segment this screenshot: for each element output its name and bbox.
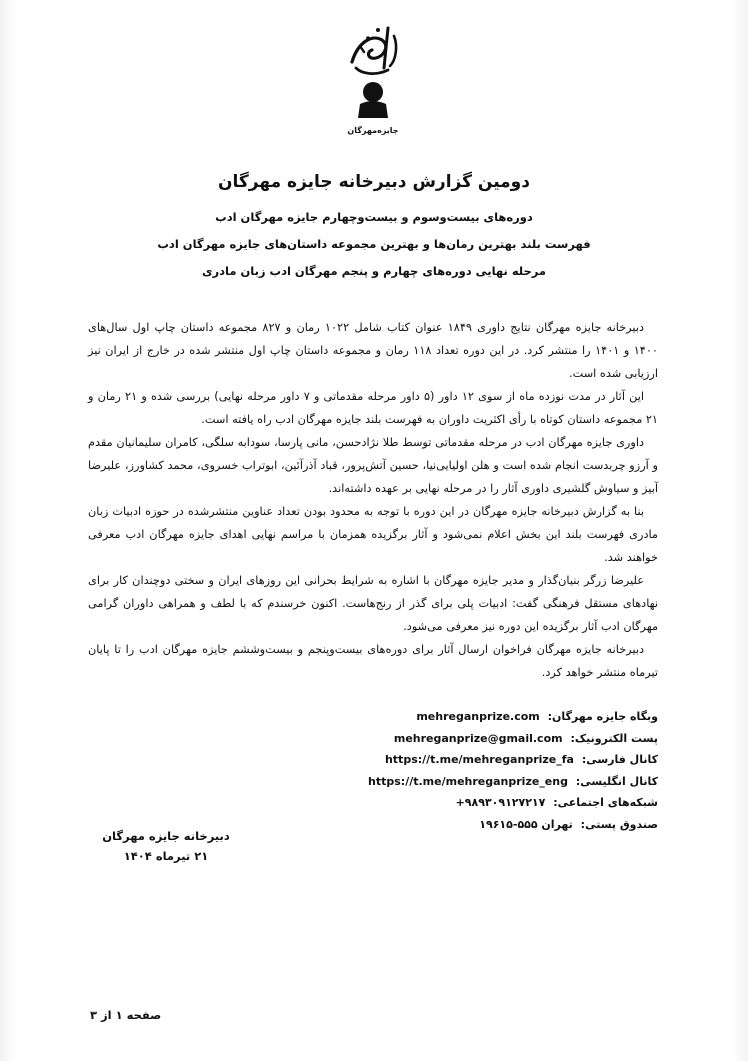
contact-label: شبکه‌های اجتماعی: <box>553 796 658 809</box>
email-link[interactable]: mehreganprize@gmail.com <box>393 731 563 745</box>
logo-caption: جایزه‌مهرگان <box>347 126 399 135</box>
contact-label: صندوق پستی: <box>580 817 658 831</box>
report-title: دومین گزارش دبیرخانه جایزه مهرگان <box>218 172 530 192</box>
signature-block <box>96 826 236 866</box>
contact-telegram-eng <box>318 771 658 793</box>
social-phone: +۹۸۹۳۰۹۱۲۷۲۱۷ <box>455 796 546 809</box>
page-number: صفحه ۱ از ۳ <box>90 1008 162 1022</box>
contact-list <box>318 706 658 835</box>
signature-date: ۲۱ تیرماه ۱۴۰۴ <box>123 849 209 863</box>
paragraph-judges: داوری جایزه مهرگان ادب در مرحله مقدماتی توسط طلا نژادحسن، مانی پارسا، سودابه سلگی، کامران سلیمانیان مقدم و آرزو چربدست انجام شده است و هلن اولیایی‌نیا، حسین آتش‌پرور، قباد آذرآئین، ابوتراب خسروی، محمد کشاورز، علیرضا آبیز و سیاوش گلشیری داوری آثار را در مرحله نهایی بر عهده داشته‌اند. <box>88 436 658 495</box>
contact-social <box>318 792 658 814</box>
mehregan-logo-icon <box>338 22 408 122</box>
contact-label: پست الکترونیک: <box>570 731 658 745</box>
contact-telegram-fa <box>318 749 658 771</box>
telegram-fa-link[interactable]: https://t.me/mehreganprize_fa <box>384 753 574 766</box>
telegram-eng-link[interactable]: https://t.me/mehreganprize_eng <box>368 774 568 788</box>
signature-org: دبیرخانه جایزه مهرگان <box>102 829 230 843</box>
contact-label: کانال فارسی: <box>581 753 658 766</box>
po-box-value: تهران ۵۵۵-۱۹۶۱۵ <box>479 817 573 831</box>
report-body <box>88 316 658 684</box>
mehregan-logo <box>338 22 408 140</box>
contact-po-box <box>318 814 658 836</box>
paragraph-results: دبیرخانه جایزه مهرگان نتایج داوری ۱۸۴۹ عنوان کتاب شامل ۱۰۲۲ رمان و ۸۲۷ مجموعه داستان چاپ اول سال‌های ۱۴۰۰ و ۱۴۰۱ را منتشر کرد. در این دوره تعداد ۱۱۸ رمان و مجموعه داستان چاپ اول منتشر شده در خارج از ایران نیز ارزیابی شده است. <box>88 321 659 380</box>
paragraph-call-for-entries: دبیرخانه جایزه مهرگان فراخوان ارسال آثار برای دوره‌های بیست‌وپنجم و بیست‌وششم جایزه مهرگان ادب را تا پایان تیرماه منتشر خواهد کرد. <box>88 643 658 679</box>
paragraph-judging-period: این آثار در مدت نوزده ماه از سوی ۱۲ داور (۵ داور مرحله مقدماتی و ۷ داور مرحله نهایی) بررسی شده و ۲۱ رمان و ۲۱ مجموعه داستان کوتاه با رأی اکثریت داوران به فهرست بلند جایزه مهرگان ادب راه یافته است. <box>88 390 658 426</box>
contact-website <box>318 706 658 728</box>
subtitle-longlist: فهرست بلند بهترین رمان‌ها و بهترین مجموعه داستان‌های جایزه مهرگان ادب <box>157 237 591 251</box>
subtitle-mother-tongue: مرحله نهایی دوره‌های چهارم و پنجم مهرگان ادب زبان مادری <box>201 264 547 278</box>
contact-label: وبگاه جایزه مهرگان: <box>547 710 658 723</box>
paragraph-founder-quote: علیرضا زرگر بنیان‌گذار و مدیر جایزه مهرگان با اشاره به شرایط بحرانی این روزهای ایران و سختی دوچندان کار برای نهادهای مستقل فرهنگی گفت: ادبیات پلی برای گذر از رنج‌هاست. اکنون خرسندم که با لطف و همراهی داوران گرامی مهرگان ادب آثار برگزیده این دوره نیز معرفی می‌شود. <box>88 574 658 633</box>
subtitle-editions: دوره‌های بیست‌وسوم و بیست‌وچهارم جایزه مهرگان ادب <box>215 210 533 224</box>
website-link[interactable]: mehreganprize.com <box>416 710 540 723</box>
contact-label: کانال انگلیسی: <box>575 774 658 788</box>
contact-email <box>318 728 658 750</box>
paragraph-mother-tongue: بنا به گزارش دبیرخانه جایزه مهرگان در این دوره با توجه به محدود بودن تعداد عناوین منتشرشده در حوزه ادبیات زبان مادری فهرست بلند این بخش اعلام نمی‌شود و آثار برگزیده همزمان با مراسم نهایی اهدای جایزه مهرگان ادب معرفی خواهند شد. <box>88 505 658 564</box>
